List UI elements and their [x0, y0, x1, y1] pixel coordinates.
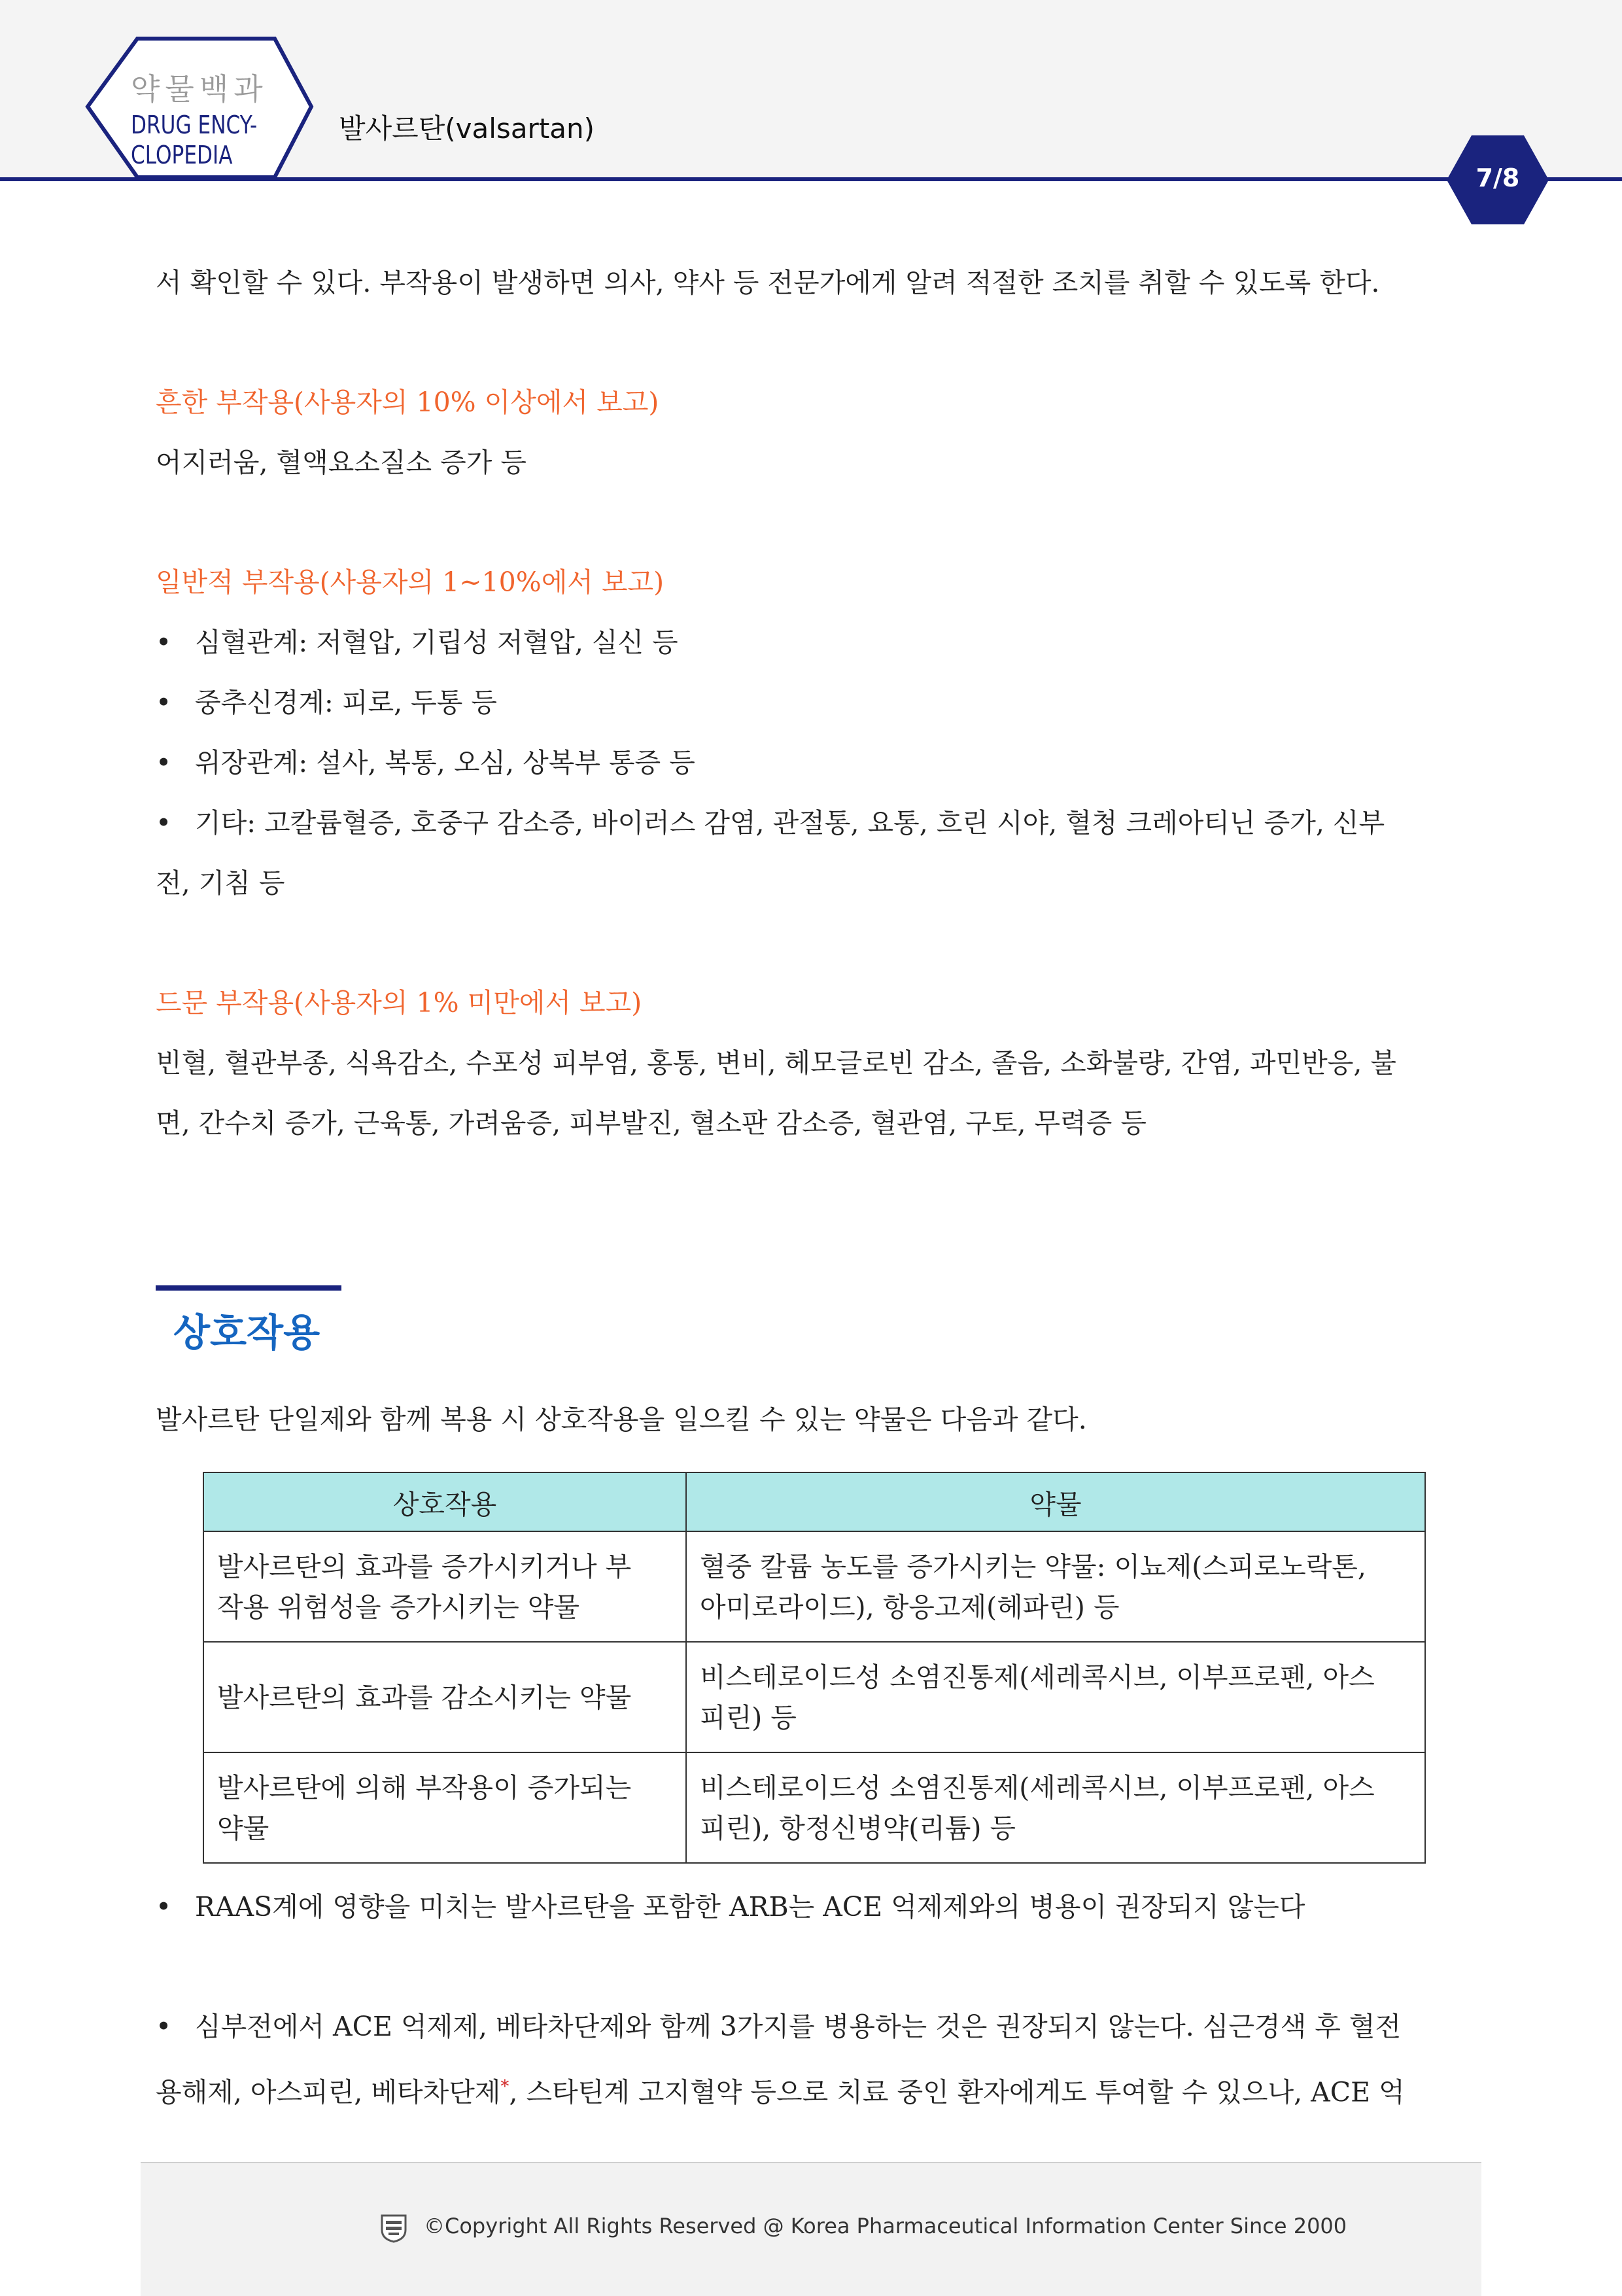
rare-side-effects-line1: 빈혈, 혈관부종, 식욕감소, 수포성 피부염, 홍통, 변비, 헤모글로빈 감소, 졸음, 소화불량, 간염, 과민반응, 불	[156, 1047, 1397, 1079]
cell-line: 비스테로이드성 소염진통제(세레콕시브, 이부프로펜, 아스	[700, 1771, 1375, 1803]
intro-line: 서 확인할 수 있다. 부작용이 발생하면 의사, 약사 등 전문가에게 알려 적절한 조치를 취할 수 있도록 한다.	[156, 267, 1380, 298]
list-item-continuation: 전, 기침 등	[156, 867, 285, 899]
cell-line: 작용 위험성을 증가시키는 약물	[217, 1591, 579, 1623]
table-cell-effect	[203, 1752, 686, 1863]
rare-side-effects-line2: 면, 간수치 증가, 근육통, 가려움증, 피부발진, 혈소판 감소증, 혈관염, 구토, 무력증 등	[156, 1107, 1147, 1139]
list-item: 기타: 고칼륨혈증, 호중구 감소증, 바이러스 감염, 관절통, 요통, 흐린 시야, 혈청 크레아티닌 증가, 신부	[195, 807, 1385, 839]
footnote-marker: *	[500, 2077, 509, 2096]
table-cell-drug	[686, 1752, 1425, 1863]
common-side-effects-text: 어지러움, 혈액요소질소 증가 등	[156, 447, 527, 478]
cell-line: 발사르탄의 효과를 감소시키는 약물	[217, 1681, 632, 1713]
interaction-intro: 발사르탄 단일제와 함께 복용 시 상호작용을 일으킬 수 있는 약물은 다음과 같다.	[156, 1404, 1087, 1435]
table-cell-effect	[203, 1531, 686, 1642]
interaction-note-1: RAAS계에 영향을 미치는 발사르탄을 포함한 ARB는 ACE 억제제와의 병용이 권장되지 않는다	[195, 1891, 1305, 1922]
interaction-table	[203, 1472, 1426, 1864]
general-side-effects-heading: 일반적 부작용(사용자의 1~10%에서 보고)	[156, 566, 664, 598]
cell-line: 아미로라이드), 항응고제(헤파린) 등	[700, 1591, 1120, 1623]
table-header-cell: 상호작용	[203, 1472, 686, 1531]
note-text: 용해제, 아스피린, 베타차단제	[156, 2076, 501, 2108]
kpic-logo-icon	[379, 2213, 408, 2243]
table-row	[203, 1531, 1425, 1642]
cell-line: 피린), 항정신병약(리튬) 등	[700, 1812, 1016, 1844]
common-side-effects-heading: 흔한 부작용(사용자의 10% 이상에서 보고)	[156, 387, 659, 418]
bullet: •	[156, 687, 172, 718]
bullet: •	[156, 1891, 172, 1922]
list-item: 중추신경계: 피로, 두통 등	[195, 687, 498, 718]
table-cell-drug	[686, 1642, 1425, 1752]
bullet: •	[156, 747, 172, 778]
cell-line: 발사르탄에 의해 부작용이 증가되는	[217, 1771, 632, 1803]
section-title-bar	[156, 1285, 341, 1291]
section-title: 상호작용	[173, 1310, 320, 1355]
copyright-text: ©Copyright All Rights Reserved @ Korea Pharmaceutical Information Center Since 2000	[424, 2214, 1347, 2238]
bullet: •	[156, 807, 172, 839]
cell-line: 비스테로이드성 소염진통제(세레콕시브, 이부프로펜, 아스	[700, 1661, 1375, 1693]
bullet: •	[156, 627, 172, 658]
page-number: 7/8	[1475, 164, 1520, 192]
document-title: 발사르탄(valsartan)	[339, 113, 595, 145]
table-cell-effect	[203, 1642, 686, 1752]
cell-line: 피린) 등	[700, 1701, 797, 1733]
table-header-cell: 약물	[686, 1472, 1425, 1531]
logo-subtitle-line2: CLOPEDIA	[131, 141, 233, 169]
interaction-note-2-line1: 심부전에서 ACE 억제제, 베타차단제와 함께 3가지를 병용하는 것은 권장되지 않는다. 심근경색 후 혈전	[195, 2011, 1402, 2042]
interaction-note-2-line2	[156, 2067, 1470, 2112]
cell-line: 혈중 칼륨 농도를 증가시키는 약물: 이뇨제(스피로노락톤,	[700, 1550, 1366, 1582]
list-item: 심혈관계: 저혈압, 기립성 저혈압, 실신 등	[195, 627, 678, 658]
note-text: , 스타틴계 고지혈약 등으로 치료 중인 환자에게도 투여할 수 있으나, ACE 억	[509, 2076, 1405, 2108]
table-row	[203, 1752, 1425, 1863]
table-cell-drug	[686, 1531, 1425, 1642]
logo-title: 약물백과	[131, 71, 268, 107]
cell-line: 발사르탄의 효과를 증가시키거나 부	[217, 1550, 632, 1582]
cell-line: 약물	[217, 1812, 269, 1844]
table-row	[203, 1642, 1425, 1752]
bullet: •	[156, 2011, 172, 2042]
logo-subtitle	[131, 110, 270, 170]
rare-side-effects-heading: 드문 부작용(사용자의 1% 미만에서 보고)	[156, 987, 642, 1018]
list-item: 위장관계: 설사, 복통, 오심, 상복부 통증 등	[195, 747, 695, 778]
table-header-row	[203, 1472, 1425, 1531]
logo-subtitle-line1: DRUG ENCY-	[131, 111, 258, 139]
